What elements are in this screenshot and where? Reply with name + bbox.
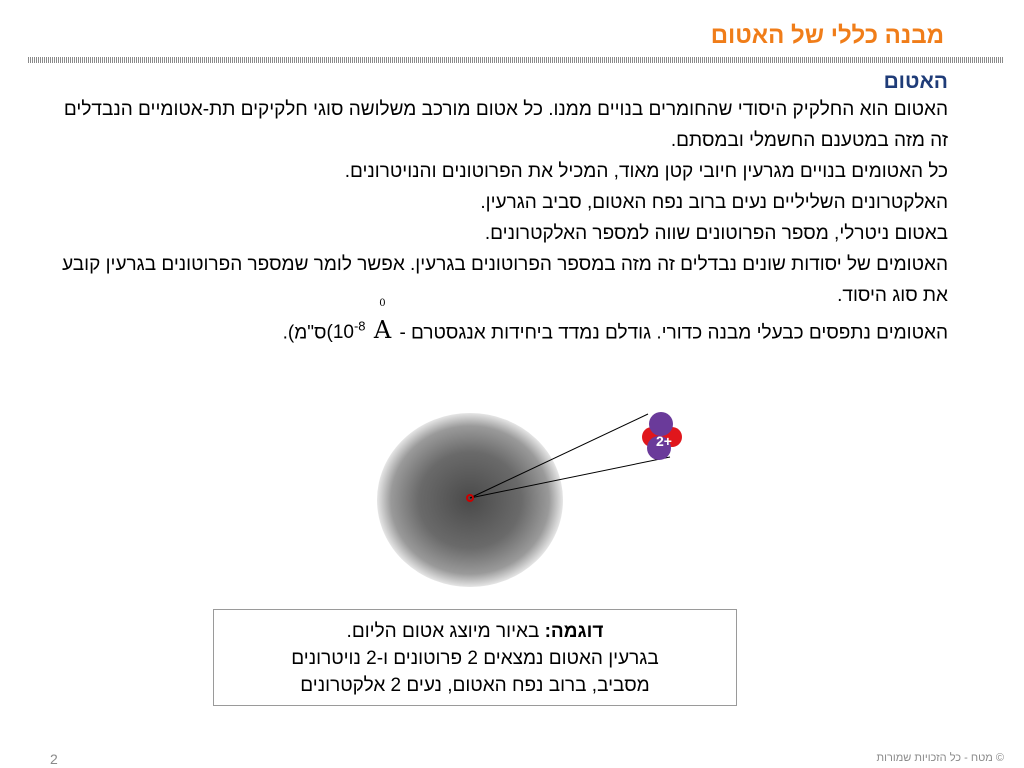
angstrom-letter: A	[373, 316, 392, 345]
angstrom-ring: 0	[379, 298, 386, 310]
paragraph-atom-definition: האטום הוא החלקיק היסודי שהחומרים בנויים ממנו. כל אטום מורכב משלושה סוגי חלקיקים תת-אטומיים הנבדלים זה מזה במטענם החשמלי ובמסתם.	[63, 99, 948, 151]
paragraph-neutral-atom: באטום ניטרלי, מספר הפרוטונים שווה למספר האלקטרונים.	[484, 223, 948, 244]
paragraph-elements: האטומים של יסודות שונים נבדלים זה מזה במספר הפרוטונים בגרעין. אפשר לומר שמספר הפרוטונים בגרעין קובע את סוג היסוד.	[62, 254, 948, 306]
paragraph-electrons: האלקטרונים השליליים נעים ברוב נפח האטום, סביב הגרעין.	[480, 192, 948, 213]
open-paren: (	[326, 322, 333, 344]
copyright-notice: © מטח - כל הזכויות שמורות	[876, 752, 1004, 764]
close-paren: ).	[282, 322, 295, 344]
caption-line-1	[214, 618, 736, 645]
caption-line-2: בגרעין האטום נמצאים 2 פרוטונים ו-2 נויטרונים	[291, 648, 659, 669]
caption-label: דוגמה:	[544, 621, 604, 642]
atom-size-text: האטומים נתפסים כבעלי מבנה כדורי. גודלם נמדד ביחידות אנגסטרם -	[399, 322, 948, 344]
slide-title: מבנה כללי של האטום	[710, 22, 944, 49]
caption-line-1-text: באיור מיוצג אטום הליום.	[346, 621, 545, 642]
paragraph-nucleus: כל האטומים בנויים מגרעין חיובי קטן מאוד, המכיל את הפרוטונים והנויטרונים.	[344, 161, 948, 182]
power-exponent: -8	[353, 319, 366, 334]
unit-label: ס"מ	[294, 322, 327, 344]
page-number: 2	[50, 751, 58, 767]
section-heading: האטום	[883, 70, 948, 93]
caption-line-3: מסביב, ברוב נפח האטום, נעים 2 אלקטרונים	[300, 675, 650, 696]
nucleus-charge-label: 2+	[656, 433, 672, 449]
power-base: 10	[332, 322, 354, 344]
example-caption-box	[213, 609, 737, 706]
